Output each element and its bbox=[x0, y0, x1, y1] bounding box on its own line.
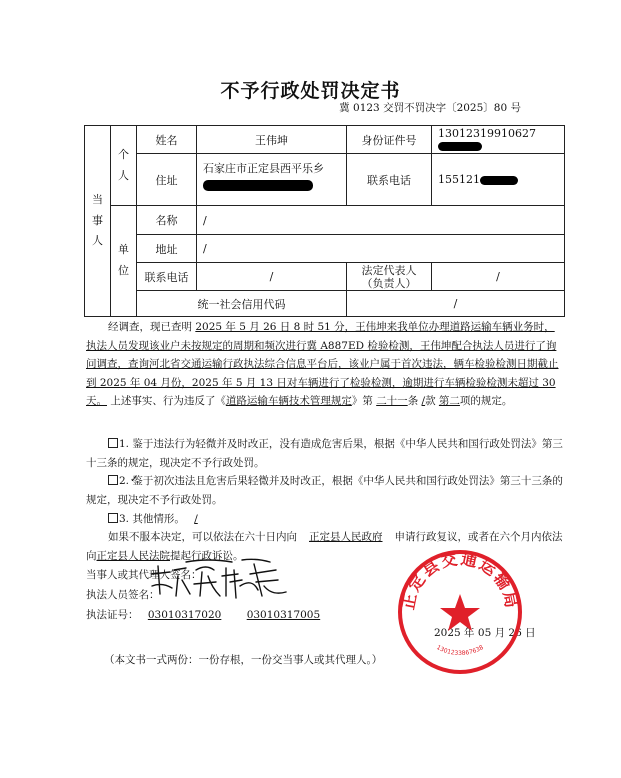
phone-label: 联系电话 bbox=[347, 154, 432, 206]
option-3-checkbox bbox=[108, 513, 118, 523]
id-label: 身份证件号 bbox=[347, 126, 432, 154]
legal-rep-label: 法定代表人 （负责人） bbox=[347, 263, 432, 291]
option-1: 1. 鉴于违法行为轻微并及时改正，没有造成危害后果，根据《中华人民共和国行政处罚法》第三十三条的规定，现决定不予行政处罚。 bbox=[86, 438, 563, 469]
cert-row: 执法证号： 03010317020 03010317005 bbox=[86, 606, 564, 625]
decision-date: 2025 年 05 月 26 日 bbox=[434, 627, 536, 639]
court-name: 正定县人民法院 bbox=[96, 549, 170, 562]
name-label: 姓名 bbox=[137, 126, 197, 154]
unit-address-value: / bbox=[197, 235, 565, 263]
unit-phone-value: / bbox=[197, 263, 347, 291]
seal-text: 正定县交通运输局 bbox=[398, 548, 522, 612]
star-icon bbox=[440, 594, 480, 631]
credit-code-label: 统一社会信用代码 bbox=[137, 291, 347, 317]
name-value: 王伟坤 bbox=[197, 126, 347, 154]
unit-name-label: 名称 bbox=[137, 206, 197, 235]
option-2-checkbox bbox=[108, 475, 118, 485]
phone-cell bbox=[432, 154, 565, 206]
address-value: 石家庄市正定县西平乐乡 bbox=[203, 162, 324, 175]
unit-phone-label: 联系电话 bbox=[137, 263, 197, 291]
unit-address-label: 地址 bbox=[137, 235, 197, 263]
id-cell bbox=[432, 126, 565, 154]
redaction-mark bbox=[203, 180, 313, 191]
party-signature-label: 当事人或其代理人签名： bbox=[86, 569, 202, 581]
appeal-paragraph: 如果不服本决定，可以依法在六十日内向 正定县人民政府 申请行政复议，或者在六个月内依法向正定县人民法院提起行政诉讼。 bbox=[86, 531, 563, 562]
document-title: 不予行政处罚决定书 bbox=[220, 80, 401, 102]
redaction-mark bbox=[438, 142, 482, 151]
id-value: 13012319910627 bbox=[438, 126, 536, 140]
redaction-mark bbox=[480, 176, 518, 185]
cert-number-1: 03010317020 bbox=[147, 609, 222, 621]
officer-signature-label: 执法人员签名： bbox=[86, 589, 160, 601]
facts-paragraph: 经调查，现已查明 2025 年 5 月 26 日 8 时 51 分，王伟坤来我单位办理道路运输车辆业务时，执法人员发现该业户未按规定的周期和频次进行冀 A887ED 检验检测，王伟坤配合执法人员进行了询问调查，查询河北省交通运输行政执法综合信息平台后，该业户属于首次违法，辆车检验检测日期截止到 2025 年 04 月份，2025 年 5 月 13 日对车辆进行了检验检测，逾期进行车辆检验检测未超过 30 天。 上述事实、行为违反了《道路运输车辆技术管理规定》第 二十一条 /款 第二项的规定。 bbox=[86, 321, 559, 407]
footer-note: （本文书一式两份：一份存根，一份交当事人或其代理人。） bbox=[104, 654, 383, 666]
svg-text:1301233867638 bbox=[435, 644, 485, 657]
phone-value: 155121 bbox=[438, 173, 480, 186]
unit-label: 单位 bbox=[111, 206, 137, 317]
individual-label: 个人 bbox=[111, 126, 137, 206]
article-number: 二十一 bbox=[376, 395, 408, 407]
law-name: 道路运输车辆技术管理规定 bbox=[225, 395, 352, 407]
item-number: 第二 bbox=[438, 395, 460, 407]
address-cell bbox=[197, 154, 347, 206]
option-3: 3. 其他情形。 / bbox=[86, 510, 564, 529]
seal-code: 1301233867638 bbox=[435, 644, 485, 658]
party-info-table bbox=[84, 125, 565, 317]
official-seal bbox=[396, 548, 524, 676]
cert-number-2: 03010317005 bbox=[246, 609, 321, 621]
unit-name-value: / bbox=[197, 206, 565, 235]
legal-rep-value: / bbox=[432, 263, 565, 291]
party-label: 当事人 bbox=[85, 126, 111, 317]
handwritten-signature bbox=[146, 556, 296, 602]
option-3-value: / bbox=[194, 513, 198, 525]
clause-number: / bbox=[421, 395, 426, 407]
address-label: 住址 bbox=[137, 154, 197, 206]
document-number: 冀 0123 交罚不罚决字〔2025〕80 号 bbox=[339, 102, 521, 114]
option-2: ✓2. 鉴于初次违法且危害后果轻微并及时改正，根据《中华人民共和国行政处罚法》第三十三条的规定，现决定不予行政处罚。 bbox=[86, 472, 564, 509]
credit-code-value: / bbox=[347, 291, 565, 317]
review-authority: 正定县人民政府 bbox=[309, 531, 383, 543]
facts-text: 2025 年 5 月 26 日 8 时 51 分，王伟坤来我单位办理道路运输车辆业务时，执法人员发现该业户未按规定的周期和频次进行冀 A887ED 检验检测，王伟坤配合执法人员进行了询问调查，查询河北省交通运输行政执法综合信息平台后，该业户属于首次违法，辆车检验检测日期截止到 2025 年 04 月份，2025 年 5 月 13 日对车辆进行了检验检测，逾期进行车辆检验检测未超过 30 天。 bbox=[86, 321, 559, 407]
option-1-checkbox bbox=[108, 438, 118, 448]
